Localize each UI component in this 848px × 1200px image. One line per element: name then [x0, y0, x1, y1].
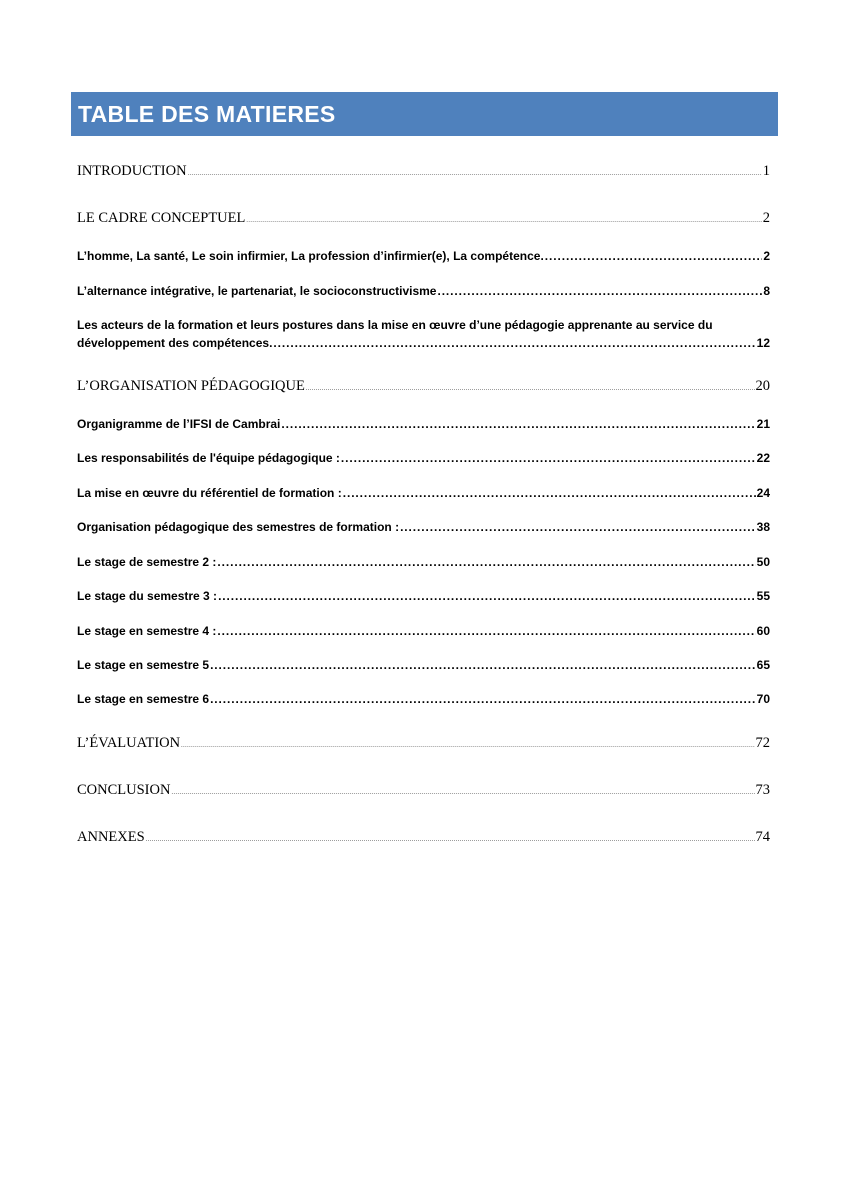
toc-page-number: 20 — [755, 378, 770, 394]
toc-entry-title: L’ÉVALUATION — [77, 735, 181, 751]
toc-heading-banner — [71, 92, 778, 136]
toc-entry-stage-semestre-6[interactable] — [77, 692, 770, 706]
toc-entry-stage-semestre-3[interactable] — [77, 589, 770, 603]
toc-page-number: 8 — [763, 284, 770, 298]
toc-page-number: 73 — [755, 782, 770, 798]
toc-entry-conclusion[interactable] — [77, 782, 770, 799]
toc-entry-title-line2: développement des compétences. — [77, 336, 273, 350]
toc-entry-evaluation[interactable] — [77, 735, 770, 752]
toc-entry-introduction[interactable] — [77, 163, 770, 180]
toc-leader-dots — [306, 378, 755, 395]
toc-entry-title: Le stage du semestre 3 : — [77, 589, 218, 603]
toc-leader-dots — [217, 555, 755, 569]
toc-entry-homme-sante[interactable] — [77, 249, 770, 263]
toc-page-number: 74 — [755, 829, 770, 845]
toc-entry-title: Organisation pédagogique des semestres de formation : — [77, 520, 400, 534]
toc-entry-alternance[interactable] — [77, 284, 770, 298]
toc-leader-dots — [273, 334, 755, 352]
toc-entry-referentiel[interactable] — [77, 486, 770, 500]
toc-page-number: 2 — [762, 210, 770, 226]
toc-entry-title: Le stage en semestre 5 — [77, 658, 210, 672]
toc-leader-dots — [188, 163, 762, 180]
toc-leader-dots — [400, 520, 756, 534]
toc-entry-title-line1: Les acteurs de la formation et leurs postures dans la mise en œuvre d’une pédagogie apprenante au service du — [77, 318, 713, 332]
toc-page-number: 72 — [755, 735, 770, 751]
toc-entry-organisation-semestres[interactable] — [77, 520, 770, 534]
toc-entry-organigramme[interactable] — [77, 417, 770, 431]
toc-page-number: 2 — [763, 249, 770, 263]
toc-entry-annexes[interactable] — [77, 829, 770, 846]
toc-leader-dots — [341, 451, 756, 465]
toc-entry-responsabilites[interactable] — [77, 451, 770, 465]
toc-entry-title: L’ORGANISATION PÉDAGOGIQUE — [77, 378, 305, 394]
toc-page-number: 55 — [756, 589, 770, 603]
toc-leader-dots — [218, 589, 756, 603]
page-title: TABLE DES MATIERES — [78, 100, 336, 127]
toc-page-number: 38 — [756, 520, 770, 534]
toc-page-number: 1 — [762, 163, 770, 179]
toc-leader-dots — [343, 486, 756, 500]
toc-leader-dots — [210, 692, 756, 706]
toc-page-number: 60 — [756, 624, 770, 638]
toc-entry-title: INTRODUCTION — [77, 163, 187, 179]
toc-leader-dots — [146, 829, 755, 846]
toc-page-number: 70 — [756, 692, 770, 706]
toc-page-number: 21 — [756, 417, 770, 431]
toc-entry-acteurs-formation[interactable] — [77, 316, 770, 352]
toc-entry-stage-semestre-2[interactable] — [77, 555, 770, 569]
toc-leader-dots — [181, 735, 754, 752]
toc-leader-dots — [437, 284, 762, 298]
toc-entry-title: Le stage en semestre 6 — [77, 692, 210, 706]
toc-entry-title: L’alternance intégrative, le partenariat, le socioconstructivisme — [77, 284, 437, 298]
toc-page-number: 24 — [756, 486, 770, 500]
toc-page-number: 12 — [756, 336, 770, 350]
toc-entry-organisation-pedagogique[interactable] — [77, 378, 770, 395]
toc-entry-title: La mise en œuvre du référentiel de formation : — [77, 486, 342, 500]
toc-leader-dots — [171, 782, 754, 799]
toc-entry-cadre-conceptuel[interactable] — [77, 210, 770, 227]
toc-leader-dots — [246, 210, 761, 227]
toc-entry-title: Les responsabilités de l'équipe pédagogique : — [77, 451, 340, 465]
toc-entry-title: Organigramme de l’IFSI de Cambrai — [77, 417, 281, 431]
toc-entry-title: LE CADRE CONCEPTUEL — [77, 210, 246, 226]
toc-entry-title: ANNEXES — [77, 829, 145, 845]
toc-page-number: 65 — [756, 658, 770, 672]
toc-page-number: 50 — [756, 555, 770, 569]
toc-entry-stage-semestre-4[interactable] — [77, 624, 770, 638]
toc-entry-title: Le stage de semestre 2 : — [77, 555, 217, 569]
toc-entry-title: L’homme, La santé, Le soin infirmier, La profession d’infirmier(e), La compétence. — [77, 249, 544, 263]
toc-entry-title: CONCLUSION — [77, 782, 171, 798]
toc-leader-dots — [545, 249, 763, 263]
toc-leader-dots — [210, 658, 756, 672]
toc-entry-title: Le stage en semestre 4 : — [77, 624, 217, 638]
toc-entry-stage-semestre-5[interactable] — [77, 658, 770, 672]
toc-leader-dots — [217, 624, 755, 638]
toc-page-number: 22 — [756, 451, 770, 465]
toc-leader-dots — [281, 417, 755, 431]
